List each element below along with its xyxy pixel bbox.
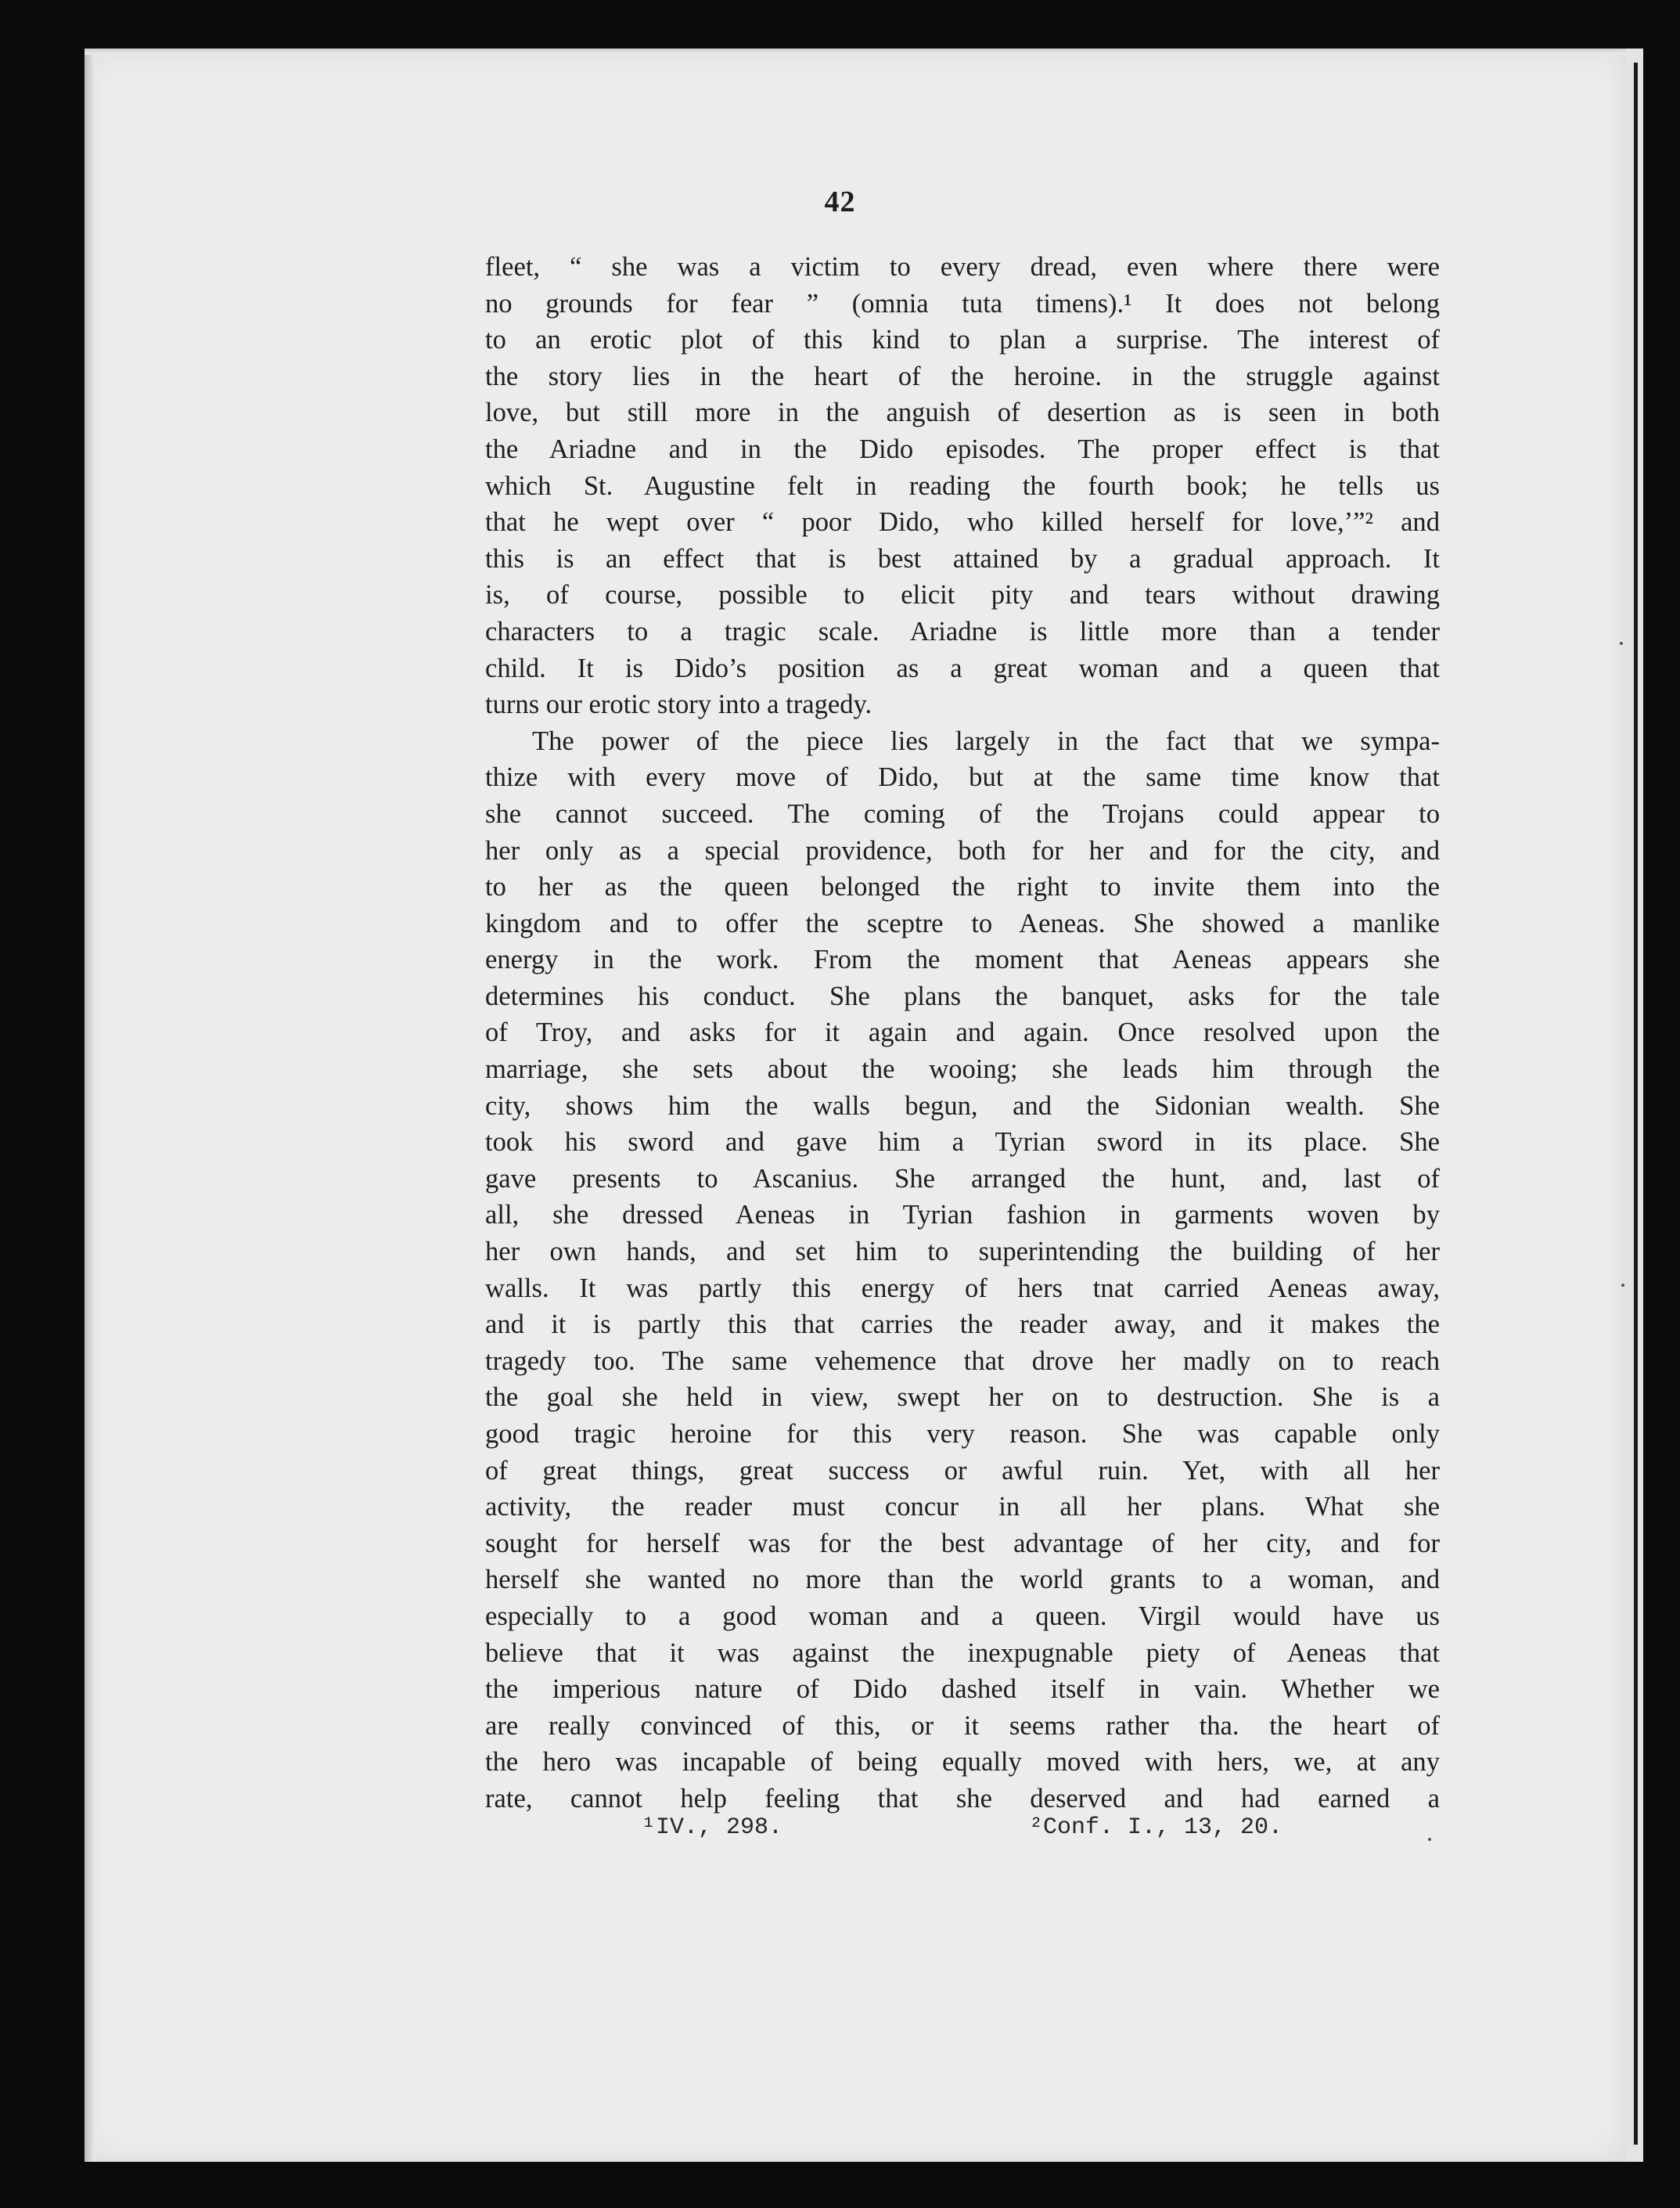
- text-line: the imperious nature of Dido dashed itself in vain. Whether we: [485, 1674, 1440, 1705]
- text-line: the hero was incapable of being equally moved with hers, we, at any: [485, 1747, 1440, 1778]
- text-line: love, but still more in the anguish of desertion as is seen in both: [485, 398, 1440, 428]
- text-line: all, she dressed Aeneas in Tyrian fashion in garments woven by: [485, 1200, 1440, 1230]
- paragraph-1: [485, 249, 1440, 723]
- text-line: she cannot succeed. The coming of the Trojans could appear to: [485, 798, 1440, 829]
- text-line: sought for herself was for the best advantage of her city, and for: [485, 1528, 1440, 1558]
- text-line: her only as a special providence, both for her and for the city, and: [485, 835, 1440, 866]
- text-line: characters to a tragic scale. Ariadne is little more than a tender: [485, 616, 1440, 647]
- text-line: kingdom and to offer the sceptre to Aeneas. She showed a manlike: [485, 908, 1440, 938]
- text-line: walls. It was partly this energy of hers tnat carried Aeneas away,: [485, 1273, 1440, 1303]
- paragraph-2: [485, 723, 1440, 1817]
- text-line: The power of the piece lies largely in the fact that we sympa-: [532, 726, 1440, 756]
- text-line: marriage, she sets about the wooing; she leads him through the: [485, 1054, 1440, 1085]
- text-line: turns our erotic story into a tragedy.: [485, 690, 872, 720]
- footnote-2: ²Conf. I., 13, 20.: [1029, 1814, 1283, 1841]
- text-line: no grounds for fear ” (omnia tuta timens).¹ It does not belong: [485, 288, 1440, 319]
- text-line: to her as the queen belonged the right to invite them into the: [485, 872, 1440, 902]
- scan-speck: [1621, 1284, 1624, 1287]
- footnote-1: ¹IV., 298.: [642, 1814, 783, 1841]
- body-text: [485, 249, 1440, 1817]
- text-line: believe that it was against the inexpugnable piety of Aeneas that: [485, 1637, 1440, 1668]
- scan-speck: [1428, 1838, 1431, 1841]
- text-line: that he wept over “ poor Dido, who killed herself for love,’”² and: [485, 507, 1440, 538]
- page-number: 42: [824, 186, 856, 218]
- text-line: tragedy too. The same vehemence that drove her madly on to reach: [485, 1345, 1440, 1376]
- text-line: of Troy, and asks for it again and again. Once resolved upon the: [485, 1018, 1440, 1048]
- text-line: is, of course, possible to elicit pity and tears without drawing: [485, 580, 1440, 611]
- text-line: city, shows him the walls begun, and the Sidonian wealth. She: [485, 1090, 1440, 1121]
- text-line: thize with every move of Dido, but at the same time know that: [485, 762, 1440, 793]
- binding-edge-line: [1634, 63, 1638, 2145]
- page-left-shadow: [85, 49, 95, 2162]
- text-line: the story lies in the heart of the heroine. in the struggle against: [485, 361, 1440, 391]
- text-line: energy in the work. From the moment that Aeneas appears she: [485, 945, 1440, 975]
- text-line: of great things, great success or awful ruin. Yet, with all her: [485, 1455, 1440, 1486]
- text-line: determines his conduct. She plans the banquet, asks for the tale: [485, 981, 1440, 1011]
- text-line: the Ariadne and in the Dido episodes. The proper effect is that: [485, 434, 1440, 464]
- text-line: this is an effect that is best attained by a gradual approach. It: [485, 543, 1440, 574]
- text-line: activity, the reader must concur in all her plans. What she: [485, 1492, 1440, 1522]
- text-line: rate, cannot help feeling that she deserved and had earned a: [485, 1783, 1440, 1814]
- text-line: especially to a good woman and a queen. Virgil would have us: [485, 1601, 1440, 1631]
- text-line: took his sword and gave him a Tyrian sword in its place. She: [485, 1127, 1440, 1158]
- text-line: fleet, “ she was a victim to every dread, even where there were: [485, 252, 1440, 282]
- text-line: her own hands, and set him to superintending the building of her: [485, 1237, 1440, 1267]
- text-line: and it is partly this that carries the reader away, and it makes the: [485, 1309, 1440, 1340]
- text-line: the goal she held in view, swept her on to destruction. She is a: [485, 1382, 1440, 1413]
- page-top-shadow: [85, 49, 1626, 55]
- text-line: good tragic heroine for this very reason. She was capable only: [485, 1419, 1440, 1449]
- text-line: to an erotic plot of this kind to plan a surprise. The interest of: [485, 325, 1440, 355]
- text-line: which St. Augustine felt in reading the fourth book; he tells us: [485, 470, 1440, 501]
- text-line: child. It is Dido’s position as a great woman and a queen that: [485, 653, 1440, 683]
- text-line: herself she wanted no more than the world grants to a woman, and: [485, 1565, 1440, 1595]
- text-line: gave presents to Ascanius. She arranged the hunt, and, last of: [485, 1163, 1440, 1194]
- text-line: are really convinced of this, or it seems rather tha. the heart of: [485, 1710, 1440, 1741]
- scan-speck: [1620, 642, 1623, 645]
